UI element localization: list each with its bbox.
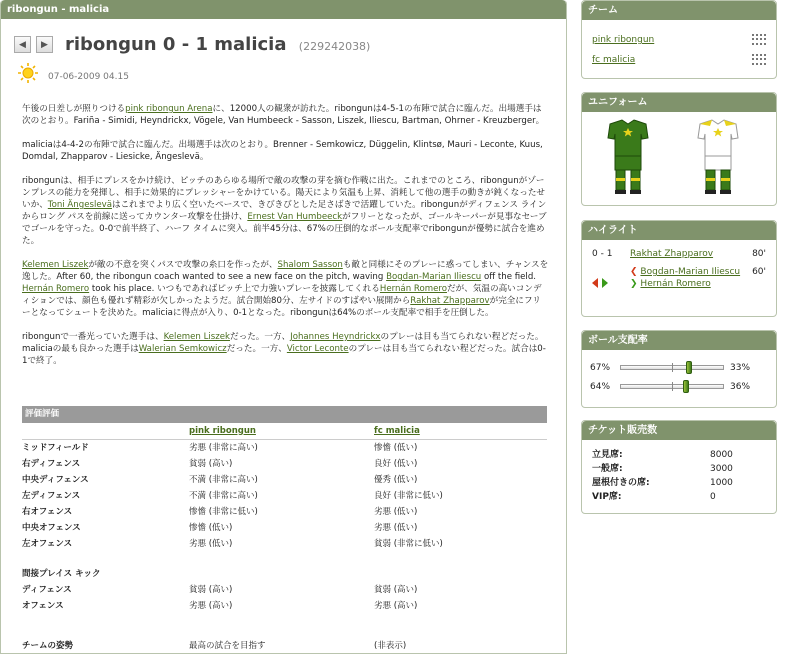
away-team-name: malicia: [214, 34, 287, 55]
player-link[interactable]: Walerian Semkowicz: [138, 344, 227, 354]
rating-away: 優秀 (低い): [374, 475, 418, 485]
team-row-away: [592, 50, 766, 70]
rating-home: 貧弱 (高い): [189, 459, 233, 469]
rating-away: 貧弱 (高い): [374, 585, 418, 595]
rating-home: 不満 (非常に高い): [189, 475, 258, 485]
panel-header: ribongun - malicia: [1, 0, 566, 19]
ticket-row: [592, 448, 766, 462]
player-link[interactable]: Kelemen Liszek: [22, 260, 89, 270]
setpieces-title: 間接プレイス キック: [22, 569, 101, 579]
tickets-panel: [581, 420, 777, 514]
player-link[interactable]: Toni Ängeslevä: [47, 200, 112, 210]
player-link[interactable]: Johannes Heyndrickx: [290, 332, 381, 342]
report-paragraph: Kelemen Liszekが敵の不意を突くパスで攻撃の糸口を作ったが、Shalom Sassonも敵と同様にそのプレーに惑ってしまい、チャンスを逸した。After 60, the ribongun coach wanted to see a new face on the pitch, waving Bogdan-Marian Iliescu off the field. Hernán Romero took his place. いつもであればピッチ上で力強いプレーを披露してくれるHernán Romeroだが、気温の高いコンディションでは、顔色も優れず精彩が欠しかったようだ。試合開始80分、左サイドのすばやい展開からRakhat Zhapparovが完全にフリーとなってシュートを決めた。maliciaに得点が入り、0-1となった。ribongunは64%のボール支配率で相手を圧倒した。: [22, 260, 549, 318]
away-kit-icon: [698, 120, 738, 194]
table-row: [22, 519, 547, 535]
player-link[interactable]: Victor Leconte: [286, 344, 349, 354]
rating-label: ミッドフィールド: [22, 443, 89, 454]
highlights-panel: [581, 220, 777, 317]
teams-panel: [581, 0, 777, 79]
sub-in-player-link[interactable]: Hernán Romero: [640, 279, 711, 289]
rating-away: 劣悪 (低い): [374, 523, 418, 533]
next-button[interactable]: [36, 36, 53, 53]
rating-home: 劣悪 (非常に高い): [189, 443, 258, 454]
table-row: [22, 439, 547, 455]
sub-in-icon: ❯: [630, 279, 638, 289]
ticket-label: 屋根付きの席:: [592, 478, 650, 488]
sub-minute: 60': [752, 267, 766, 277]
home-team-name: ribongun: [65, 34, 157, 55]
rating-home: 惨憺 (低い): [189, 523, 233, 533]
sub-out-icon: ❮: [630, 267, 638, 277]
possession-knob: [683, 380, 689, 393]
possession-panel: [581, 330, 777, 408]
possession-bar: [620, 384, 724, 389]
substitution-event: [592, 266, 766, 290]
ratings-column-header: [22, 423, 547, 439]
rating-label: 左ディフェンス: [22, 491, 81, 501]
rating-label: 右オフェンス: [22, 507, 73, 517]
ticket-label: 一般席:: [592, 464, 623, 474]
arena-link[interactable]: pink ribongun Arena: [125, 104, 213, 114]
match-report-text: [22, 103, 549, 379]
ticket-label: VIP席:: [592, 492, 622, 502]
ticket-value: 0: [710, 492, 716, 502]
tactic-away: (非表示): [374, 641, 407, 651]
ticket-label: 立見席:: [592, 450, 623, 460]
away-team-link[interactable]: fc malicia: [374, 425, 420, 436]
team-grid-icon[interactable]: [752, 54, 766, 66]
page-title: [65, 34, 370, 55]
uniform-panel: [581, 92, 777, 206]
report-paragraph: ribongunは、相手にプレスをかけ続け、ピッチのあらゆる場所で敵の攻撃の芽を摘む作戦に出た。これまでのところ、ribongunがゾーンプレスの能力を発揮し、相手に効果的にプレッシャーをかけている。陽天により気温も上昇、消耗して他の選手の動きが鈍くなったせいか、Toni Ängesleväはこれまでより広く空いたペースで、きびきびとした足さばきで活躍していた。ribongunがディフェンス ラインからロング パスを前線に送ってカウンター攻撃を仕掛け、Ernest Van Humbeeckがフリーとなったが、ゴールキーパーが見事なセーブでゴールを守った。0-0で前半終了、ハーフ タイムに突入。前半45分は、67%の圧倒的なボール支配率でribongunが優勢に試合を進めた。: [22, 176, 547, 246]
rating-home: 貧弱 (高い): [189, 585, 233, 595]
rating-away: 良好 (低い): [374, 459, 418, 469]
sun-icon: [17, 62, 39, 84]
goal-score: 0 - 1: [592, 249, 613, 259]
table-row: [22, 637, 547, 653]
substitution-icon: [592, 266, 630, 290]
report-paragraph: ribongunで一番光っていた選手は、Kelemen Liszekだった。一方、Johannes Heyndrickxのプレーは目も当てられない程どだった。maliciaの最も良かった選手はWalerian Semkowiczだった。一方、Victor Leconteのプレーは目も当てられない程どだった。試合は0-1で終了。: [22, 332, 546, 366]
ticket-value: 3000: [710, 464, 733, 474]
arrow-left-icon: ◀: [19, 39, 26, 50]
player-link[interactable]: Bogdan-Marian Iliescu: [386, 272, 482, 282]
ratings-table: [22, 406, 547, 653]
teams-title: チーム: [582, 1, 776, 20]
uniform-title: ユニフォーム: [582, 93, 776, 112]
table-row: [22, 581, 547, 597]
score: 0 - 1: [162, 34, 208, 55]
goal-event: [592, 248, 766, 260]
player-link[interactable]: Hernán Romero: [22, 284, 90, 294]
rating-away: 劣悪 (高い): [374, 601, 418, 611]
highlights-title: ハイライト: [582, 221, 776, 240]
tickets-title: チケット販売数: [582, 421, 776, 440]
possession-home: 64%: [590, 381, 611, 392]
uniform-illustration: [582, 112, 776, 202]
rating-label: 右ディフェンス: [22, 459, 81, 469]
home-team-link[interactable]: pink ribongun: [189, 425, 256, 436]
rating-label: 中央ディフェンス: [22, 475, 89, 485]
tactic-label: チームの姿勢: [22, 641, 74, 651]
player-link[interactable]: Shalom Sasson: [277, 260, 343, 270]
home-team-sidebar-link[interactable]: pink ribongun: [592, 35, 655, 45]
team-grid-icon[interactable]: [752, 34, 766, 46]
possession-row: [590, 358, 766, 377]
rating-home: 劣悪 (低い): [189, 539, 233, 549]
possession-away: 36%: [730, 381, 751, 392]
setpieces-title-row: [22, 565, 547, 581]
possession-row: [590, 377, 766, 396]
rating-label: オフェンス: [22, 601, 64, 611]
player-link[interactable]: Rakhat Zhapparov: [410, 296, 490, 306]
rating-label: 左オフェンス: [22, 539, 73, 549]
possession-knob: [686, 361, 692, 374]
rating-home: 不満 (非常に高い): [189, 491, 258, 501]
rating-away: 良好 (非常に低い): [374, 491, 443, 501]
possession-home: 67%: [590, 362, 611, 373]
previous-button[interactable]: [14, 36, 31, 53]
report-paragraph: 午後の日差しが照りつけるpink ribongun Arenaに、12000人の観衆が訪れた。ribongunは4-5-1の布陣で試合に臨んだ。出場選手は次のとおり。Fariña - Simidi, Heyndrickx, Vögele, Van Humbeeck - Sasson, Liszek, Iliescu, Bartman, Ohrner - Kreuzberger。: [22, 104, 545, 126]
rating-home: 劣悪 (高い): [189, 601, 233, 611]
match-date: 07-06-2009 04.15: [48, 72, 129, 82]
possession-away: 33%: [730, 362, 751, 373]
player-link[interactable]: Hernán Romero: [379, 284, 447, 294]
table-row: [22, 503, 547, 519]
ticket-row: [592, 490, 766, 504]
ticket-value: 1000: [710, 478, 733, 488]
ticket-row: [592, 476, 766, 490]
ratings-header: 評価評価: [22, 406, 547, 423]
home-kit-icon: [608, 120, 648, 194]
report-paragraph: maliciaは4-4-2の布陣で試合に臨んだ。出場選手は次のとおり。Brenner - Semkowicz, Düggelin, Klintsø, Mauri - Leconte, Kuus, Domdal, Zhapparov - Liesicke, Ängeslevä。: [22, 140, 543, 162]
table-row: [22, 487, 547, 503]
player-link[interactable]: Ernest Van Humbeeck: [247, 212, 343, 222]
table-row: [22, 471, 547, 487]
player-link[interactable]: Kelemen Liszek: [163, 332, 230, 342]
ticket-value: 8000: [710, 450, 733, 460]
rating-home: 惨憺 (非常に低い): [189, 507, 258, 517]
rating-away: 惨憺 (低い): [374, 443, 418, 454]
table-row: [22, 455, 547, 471]
rating-away: 劣悪 (低い): [374, 507, 418, 517]
team-row-home: [592, 30, 766, 50]
goal-player-link[interactable]: Rakhat Zhapparov: [630, 249, 714, 259]
ticket-row: [592, 462, 766, 476]
sub-out-player-link[interactable]: Bogdan-Marian Iliescu: [640, 267, 741, 277]
away-team-sidebar-link[interactable]: fc malicia: [592, 55, 636, 65]
match-id: (229242038): [298, 40, 371, 53]
rating-label: 中央オフェンス: [22, 523, 81, 533]
rating-label: ディフェンス: [22, 585, 72, 595]
possession-title: ボール支配率: [582, 331, 776, 350]
rating-away: 貧弱 (非常に低い): [374, 539, 443, 549]
possession-bar: [620, 365, 724, 370]
table-row: [22, 597, 547, 613]
table-row: [22, 535, 547, 551]
goal-minute: 80': [752, 249, 766, 259]
arrow-right-icon: ▶: [41, 39, 48, 50]
tactic-home: 最高の試合を目指す: [189, 641, 266, 651]
